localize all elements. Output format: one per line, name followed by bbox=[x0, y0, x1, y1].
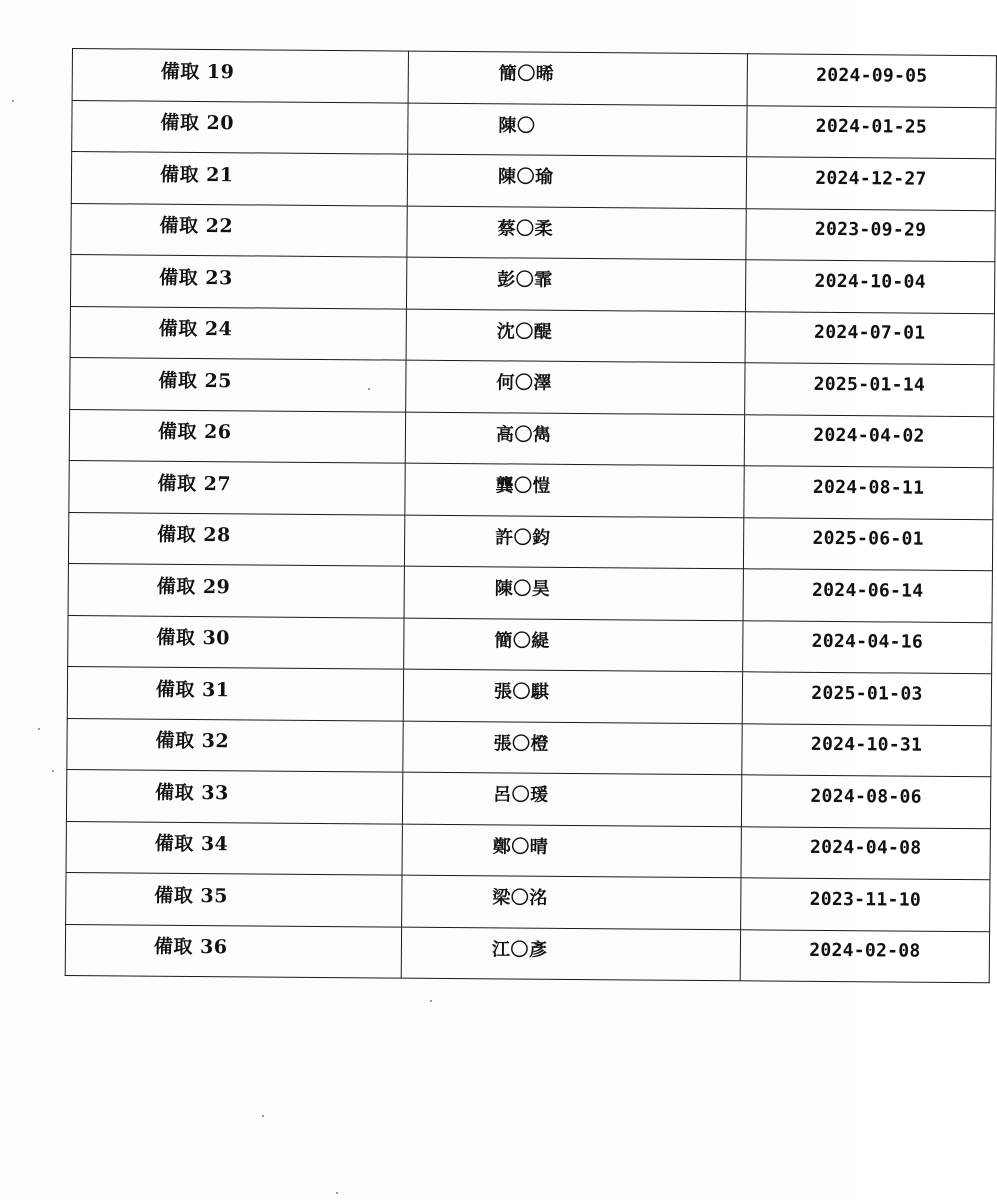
applicant-name: 彭〇霏 bbox=[497, 269, 553, 292]
applicant-name-cell bbox=[405, 412, 744, 466]
waitlist-number-cell bbox=[68, 563, 404, 617]
applicant-name: 陳〇瑜 bbox=[497, 166, 554, 189]
table-row bbox=[69, 409, 993, 468]
applicant-name: 陳〇昊 bbox=[494, 578, 551, 601]
applicant-name: 呂〇瑗 bbox=[493, 784, 549, 807]
date-cell bbox=[743, 569, 992, 622]
waitlist-number-cell bbox=[72, 49, 408, 103]
date-value: 2025-06-01 bbox=[812, 528, 924, 550]
table-row bbox=[68, 512, 992, 571]
waitlist-number-cell bbox=[66, 821, 402, 875]
waitlist-number: 備取 28 bbox=[157, 523, 231, 547]
applicant-name-cell bbox=[407, 206, 746, 260]
date-value: 2023-11-10 bbox=[809, 888, 922, 911]
date-value: 2024-04-02 bbox=[813, 425, 925, 447]
waitlist-number-cell bbox=[69, 460, 405, 514]
applicant-name: 簡〇緹 bbox=[494, 630, 550, 652]
date-cell bbox=[746, 157, 995, 210]
applicant-name: 蔡〇柔 bbox=[497, 218, 554, 240]
date-cell bbox=[741, 775, 990, 828]
scan-speck bbox=[430, 1000, 432, 1002]
waitlist-number: 備取 35 bbox=[154, 884, 228, 908]
date-value: 2024-01-25 bbox=[815, 116, 928, 138]
waitlist-number-cell bbox=[71, 152, 407, 206]
date-value: 2024-04-08 bbox=[809, 837, 922, 859]
waitlist-number-cell bbox=[71, 203, 407, 257]
applicant-name-cell bbox=[402, 772, 741, 826]
applicant-name: 鄭〇晴 bbox=[492, 836, 549, 858]
waitlist-number-cell bbox=[72, 100, 408, 154]
date-value: 2024-07-01 bbox=[814, 322, 926, 344]
waitlist-number: 備取 25 bbox=[158, 369, 233, 393]
waitlist-number: 備取 31 bbox=[155, 678, 230, 702]
date-value: 2024-02-08 bbox=[809, 940, 921, 962]
scan-speck bbox=[38, 728, 40, 730]
table-row bbox=[68, 615, 992, 674]
applicant-name-cell bbox=[404, 618, 743, 672]
applicant-name: 許〇鈞 bbox=[495, 527, 551, 549]
waitlist-number-cell bbox=[68, 512, 404, 566]
date-cell bbox=[740, 929, 989, 982]
table-row bbox=[71, 203, 995, 262]
waitlist-number-cell bbox=[65, 924, 401, 978]
waitlist-number: 備取 30 bbox=[156, 626, 231, 650]
table-row bbox=[70, 254, 994, 313]
scan-speck bbox=[262, 1115, 264, 1117]
date-cell bbox=[741, 878, 990, 931]
date-cell bbox=[742, 723, 991, 776]
date-cell bbox=[745, 363, 994, 416]
waitlist-number-cell bbox=[67, 718, 403, 772]
date-cell bbox=[746, 208, 995, 261]
waitlist-number: 備取 20 bbox=[160, 111, 235, 135]
waitlist-number: 備取 24 bbox=[158, 317, 233, 341]
waitlist-number: 備取 32 bbox=[155, 729, 230, 753]
applicant-name: 簡〇晞 bbox=[498, 63, 555, 86]
date-value: 2024-04-16 bbox=[811, 631, 924, 653]
date-value: 2023-09-29 bbox=[814, 219, 927, 241]
applicant-name-cell bbox=[408, 51, 747, 105]
date-value: 2024-08-11 bbox=[812, 476, 925, 499]
table-row bbox=[69, 460, 993, 519]
waitlist-number: 備取 23 bbox=[159, 266, 233, 290]
date-cell bbox=[743, 517, 992, 570]
applicant-name-cell bbox=[404, 515, 743, 569]
applicant-name-cell bbox=[408, 103, 747, 157]
waitlist-number: 備取 19 bbox=[160, 60, 235, 84]
waitlist-number-cell bbox=[67, 666, 403, 720]
applicant-name-cell bbox=[401, 927, 740, 981]
waitlist-number: 備取 36 bbox=[153, 935, 228, 959]
applicant-name-cell bbox=[405, 463, 744, 517]
waitlist-number: 備取 22 bbox=[159, 214, 234, 238]
waitlist-number-cell bbox=[66, 769, 402, 823]
scan-speck bbox=[52, 770, 54, 772]
table-row bbox=[67, 718, 991, 777]
table-row bbox=[72, 100, 996, 159]
waitlist-number: 備取 29 bbox=[156, 575, 231, 599]
date-cell bbox=[742, 672, 991, 725]
applicant-name-cell bbox=[406, 360, 745, 414]
date-cell bbox=[745, 260, 994, 313]
applicant-name: 梁〇洺 bbox=[492, 887, 548, 910]
waitlist-number: 備取 34 bbox=[154, 832, 229, 856]
table-row bbox=[65, 924, 989, 983]
scan-speck bbox=[336, 1192, 338, 1194]
waitlist-number: 備取 27 bbox=[157, 472, 232, 496]
applicant-name-cell bbox=[406, 309, 745, 363]
date-value: 2024-10-31 bbox=[810, 734, 923, 756]
date-cell bbox=[743, 620, 992, 673]
applicant-name: 張〇橙 bbox=[493, 733, 550, 755]
table-row bbox=[66, 821, 990, 880]
applicant-name: 沈〇醍 bbox=[496, 321, 553, 343]
table-row bbox=[68, 563, 992, 622]
waitlist-number-cell bbox=[66, 872, 402, 926]
applicant-name: 何〇澤 bbox=[496, 372, 552, 395]
date-value: 2024-06-14 bbox=[811, 579, 924, 602]
waitlist-number-cell bbox=[68, 615, 404, 669]
date-value: 2024-08-06 bbox=[810, 785, 922, 808]
waitlist-number: 備取 26 bbox=[157, 420, 232, 444]
date-value: 2024-12-27 bbox=[815, 167, 927, 190]
waitlist-number-cell bbox=[69, 409, 405, 463]
applicant-name: 張〇騏 bbox=[493, 681, 550, 704]
waitlist-table bbox=[65, 48, 997, 983]
waitlist-number-cell bbox=[70, 254, 406, 308]
date-cell bbox=[744, 466, 993, 519]
applicant-name: 江〇彥 bbox=[491, 939, 548, 961]
applicant-name-cell bbox=[404, 566, 743, 620]
waitlist-table-body bbox=[65, 49, 996, 983]
table-row bbox=[71, 152, 995, 211]
applicant-name-cell bbox=[403, 721, 742, 775]
date-value: 2024-10-04 bbox=[814, 270, 926, 293]
applicant-name: 高〇雋 bbox=[495, 424, 552, 446]
table-row bbox=[72, 49, 996, 108]
table-row bbox=[67, 666, 991, 725]
applicant-name: 陳〇 bbox=[498, 115, 536, 137]
table-row bbox=[70, 306, 994, 365]
scan-speck bbox=[12, 100, 14, 102]
applicant-name: 龔〇愷 bbox=[495, 475, 552, 498]
waitlist-number-cell bbox=[70, 357, 406, 411]
waitlist-number-cell bbox=[70, 306, 406, 360]
applicant-name-cell bbox=[403, 669, 742, 723]
table-row bbox=[66, 872, 990, 931]
date-cell bbox=[747, 54, 996, 107]
date-cell bbox=[744, 414, 993, 467]
applicant-name-cell bbox=[406, 257, 745, 311]
applicant-name-cell bbox=[402, 824, 741, 878]
date-value: 2024-09-05 bbox=[816, 64, 928, 87]
table-row bbox=[70, 357, 994, 416]
date-value: 2025-01-03 bbox=[811, 682, 923, 705]
date-value: 2025-01-14 bbox=[813, 373, 926, 396]
table-row bbox=[66, 769, 990, 828]
waitlist-number: 備取 21 bbox=[159, 163, 234, 187]
applicant-name-cell bbox=[407, 154, 746, 208]
waitlist-number: 備取 33 bbox=[155, 781, 229, 805]
scan-speck bbox=[368, 388, 370, 390]
applicant-name-cell bbox=[402, 875, 741, 929]
date-cell bbox=[741, 826, 990, 879]
date-cell bbox=[747, 105, 996, 158]
date-cell bbox=[745, 311, 994, 364]
